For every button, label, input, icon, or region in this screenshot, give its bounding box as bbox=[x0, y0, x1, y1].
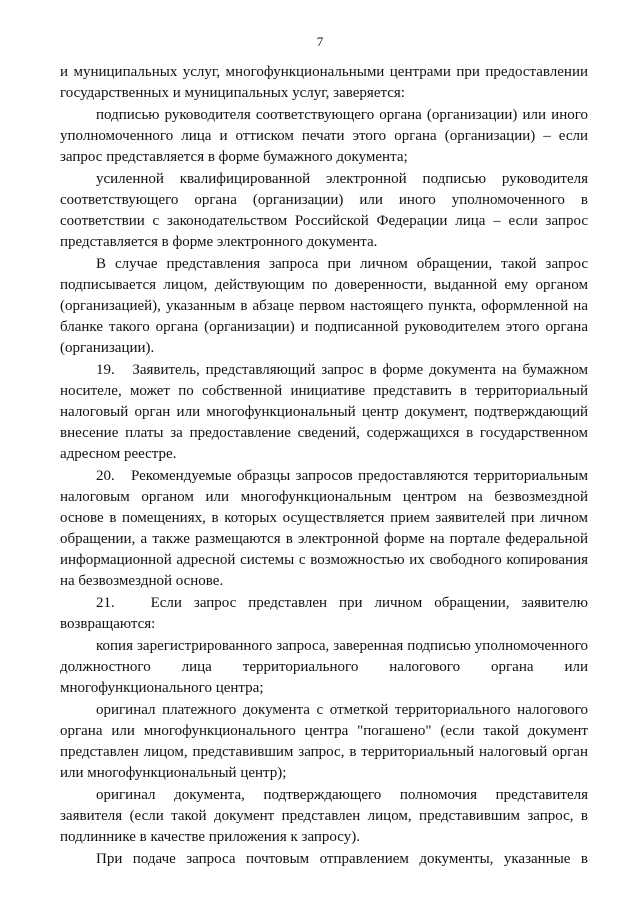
paragraph-returned-payment: оригинал платежного документа с отметкой территориального налогового органа или многофункционального центра "погашено" (если такой документ представлен лицом, представившим запрос, в территориальный налоговый орган или многофункциональный центр); bbox=[60, 702, 588, 781]
paragraph-item-19: 19. Заявитель, представляющий запрос в форме документа на бумажном носителе, может по собственной инициативе представить в территориальный налоговый орган или многофункциональный центр документ, подтверждающий внесение платы за предоставление сведений, содержащихся в государственном адресном реестре. bbox=[60, 362, 588, 462]
paragraph-item-20: 20. Рекомендуемые образцы запросов предоставляются территориальным налоговым органом или многофункциональным центром на безвозмездной основе в помещениях, в которых осуществляется прием заявителей при личном обращении, а также размещаются в электронной форме на портале федеральной информационной адресной системы с возможностью их свободного копирования на безвозмездной основе. bbox=[60, 468, 588, 589]
page-number: 7 bbox=[316, 34, 324, 49]
paragraph-signature-paper: подписью руководителя соответствующего органа (организации) или иного уполномоченного лица и оттиском печати этого органа (организации) – если запрос представляется в форме бумажного документа; bbox=[60, 107, 588, 165]
paragraph-personal-request: В случае представления запроса при личном обращении, такой запрос подписывается лицом, действующим по доверенности, выданной ему органом (организацией), указанным в абзаце первом настоящего пункта, оформленной на бланке такого органа (организации) и подписанной руководителем этого органа (организации). bbox=[60, 256, 588, 356]
document-body bbox=[60, 62, 588, 871]
paragraph-returned-authority: оригинал документа, подтверждающего полномочия представителя заявителя (если такой документ представлен лицом, представившим запрос, в подлиннике в качестве приложения к запросу). bbox=[60, 787, 588, 845]
paragraph-returned-copy: копия зарегистрированного запроса, заверенная подписью уполномоченного должностного лица территориального налогового органа или многофункционального центра; bbox=[60, 638, 588, 696]
paragraph-signature-electronic: усиленной квалифицированной электронной подписью руководителя соответствующего органа (организации) или иного уполномоченного в соответствии с законодательством Российской Федерации лица – если запрос представляется в форме электронного документа. bbox=[60, 171, 588, 250]
paragraph-postal-request: При подаче запроса почтовым отправлением документы, указанные в bbox=[96, 851, 588, 867]
paragraph-item-21: 21. Если запрос представлен при личном обращении, заявителю возвращаются: bbox=[60, 595, 588, 632]
paragraph-continuation: и муниципальных услуг, многофункциональными центрами при предоставлении государственных и муниципальных услуг, заверяется: bbox=[60, 64, 588, 101]
